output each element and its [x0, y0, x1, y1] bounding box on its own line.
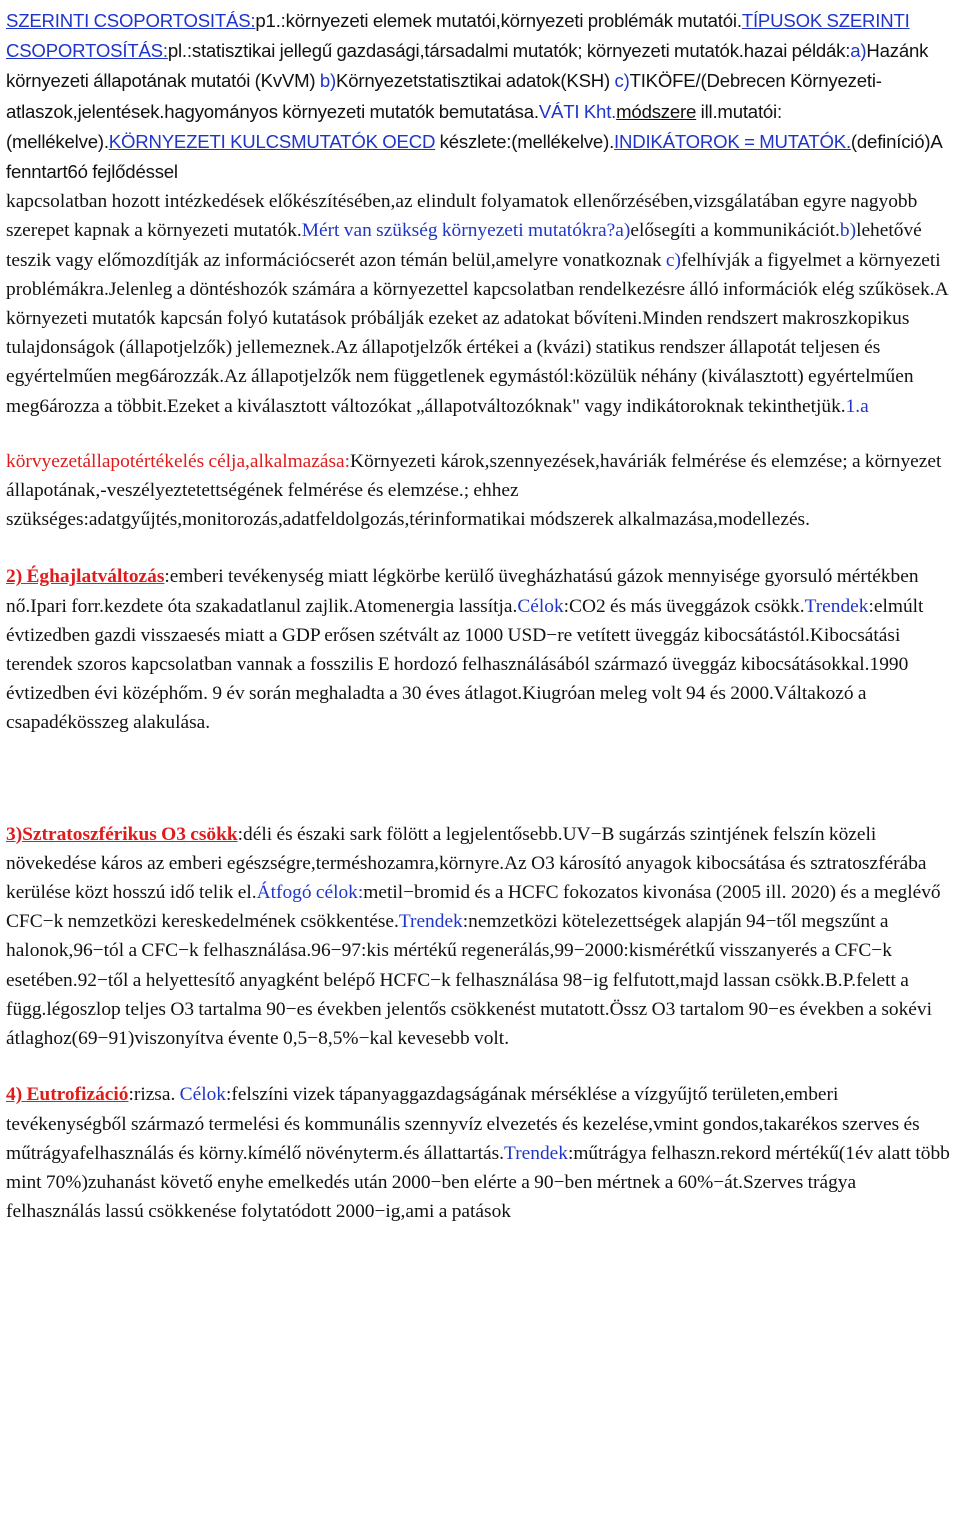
link-indikatorok[interactable]: INDIKÁTOROK = MUTATÓK.	[614, 130, 851, 152]
label-trendek: Trendek	[804, 595, 869, 617]
label-b: b)	[839, 220, 857, 242]
label-trendek: Trendek	[398, 911, 463, 933]
link-modszere[interactable]: módszere	[616, 100, 697, 122]
heading-ozone-depletion: 3)Sztratoszférikus O3 csökk	[6, 823, 238, 845]
text-segment: Környezetstatisztikai adatok(KSH)	[336, 70, 615, 92]
text-segment: :nemzetközi kötelezettségek alapján 94−től megszűnt a halonok,96−tól a CFC−k felhasználása.96−97:kis mértékű regenerálás,99−2000:kismérétkű visszanyerés a CFC−k esetében.92−től a helyettesítő anyagként belépő HCFC−k felhasználása 98−ig felfutott,majd lassan csökk.B.P.felett a függ.légoszlop teljes O3 tartalma 90−es években jelentős csökkenést mutatott.Össz O3 tartalom 90−es években a sokévi átlaghoz(69−91)viszonyítva évente 0,5−8,5%−kal kevesebb volt.	[6, 911, 932, 1050]
label-c: c)	[665, 249, 681, 271]
paragraph-indicator-groupings	[6, 6, 954, 187]
text-segment: készlete:(mellékelve).	[435, 130, 615, 152]
text-segment: Hazánk környezeti állapotának mutatói (KvVM)	[6, 40, 929, 92]
text-segment: :felszíni vizek tápanyaggazdagságának mérséklése a vízgyűjtő területen,emberi tevékenységből származó termelési és kommunális szennyvíz elvezetés és kezelése,vmint gondos,takarékos szerves és műtrágyafelhasználás és körny.kímélő növényterm.és állattartás.	[6, 1084, 920, 1164]
paragraph-eutrophication	[6, 1080, 954, 1226]
label-atfogo-celok: Átfogó célok:	[256, 882, 364, 904]
heading-eutrophication: 4) Eutrofizáció	[6, 1084, 129, 1106]
text-segment: :műtrágya felhaszn.rekord mértékű(1év alatt több mint 70%)zuhanást követő enyhe emelkedés után 2000−ben elérte a 90−ben mértnek a 60%−át.Szerves trágya felhasználás lassú csökkenése folytatódott 2000−ig,ami a patások	[6, 1142, 950, 1223]
text-segment: :elmúlt évtizedben gazdi visszaesés miatt a GDP erősen szétvált az 1000 USD−re vetített üveggáz kibocsátástól.Kibocsátási terendek szoros kapcsolatban vannak a fosszilis E hordozó felhasználásából származó üveggáz kibocsátásokkal.1990 évtizedben évi középhőm. 9 év során meghaladta a 30 éves átlagot.Kiugróan meleg volt 94 és 2000.Váltakozó a csapadékösszeg alakulása.	[6, 595, 924, 734]
text-segment: ill.mutatói:(mellékelve).	[6, 100, 782, 152]
label-celok: Célok	[179, 1084, 226, 1106]
label-celok: Célok	[517, 595, 564, 617]
label-a: a)	[615, 220, 631, 242]
text-segment: lehetővé teszik vagy előmozdítják az információcserét azon témán belül,amelyre vonatkoznak	[6, 220, 922, 271]
label-c: c)	[614, 70, 630, 92]
text-segment: (definíció)A fenntart6ó fejlődéssel	[6, 130, 942, 183]
label-b: b)	[319, 70, 337, 92]
paragraph-assessment-goal	[6, 447, 954, 535]
paragraph-climate-change	[6, 562, 954, 737]
section-number-1a: 1.a	[845, 395, 869, 417]
text-segment: metil−bromid és a HCFC fokozatos kivonása (2005 ill. 2020) és a meglévő CFC−k nemzetközi kereskedelmének csökkentése.	[6, 882, 941, 933]
label-trendek: Trendek	[504, 1142, 568, 1164]
link-kornyezeti-kulcsmutatok[interactable]: KÖRNYEZETI KULCSMUTATÓK OECD	[108, 130, 436, 152]
question-why-indicators: Mért van szükség környezeti mutatókra?	[301, 220, 616, 242]
paragraph-ozone-depletion	[6, 820, 954, 1054]
link-vati-kht[interactable]: VÁTI Kht.	[538, 100, 617, 122]
text-segment: :CO2 és más üveggázok csökk.	[563, 595, 805, 617]
link-tipusok-szerinti-csoportositas[interactable]: TÍPUSOK SZERINTI CSOPORTOSÍTÁS:	[6, 10, 910, 62]
text-segment: kapcsolatban hozott intézkedések előkészítésében,az elindult folyamatok ellenőrzésében,vizsgálatában egyre nagyobb szerepet kapnak a környezeti mutatók.	[6, 191, 918, 242]
text-segment: :rizsa.	[128, 1084, 180, 1106]
text-segment: TIKÖFE/(Debrecen Környezeti-atlaszok,jelentések.hagyományos környezeti mutatók bemutatása.	[6, 70, 882, 122]
text-segment: :emberi tevékenység miatt légkörbe kerülő üvegházhatású gázok mennyisége gyorsuló mértékben nő.Ipari forr.kezdete óta szakadatlanul zajlik.Atomenergia lassítja.	[6, 566, 919, 617]
text-segment: Környezeti károk,szennyezések,haváriák felmérése és elemzése; a környezet állapotának,-veszélyeztetettségének felmérése és elemzése.; ehhez szükséges:adatgyűjtés,monitorozás,adatfeldolgozás,térinformatikai módszerek alkalmazása,modellezés.	[6, 450, 942, 531]
heading-climate-change: 2) Éghajlatváltozás	[6, 566, 165, 588]
document-page	[6, 6, 954, 1226]
text-segment: :déli és északi sark fölött a legjelentősebb.UV−B sugárzás szintjének felszín közeli növekedése káros az emberi egészségre,terméshozamra,környre.Az O3 károsító anyagok kibocsátása és sztratoszférába kerülése közt hosszú idő telik el.	[6, 823, 927, 904]
text-segment: elősegíti a kommunikációt.	[630, 220, 840, 242]
label-a: a)	[850, 40, 867, 62]
heading-assessment-goal: körvyezetállapotértékelés célja,alkalmazása:	[6, 450, 351, 472]
text-segment: p1.:környezeti elemek mutatói,környezeti problémák mutatói.	[255, 10, 742, 31]
link-szerinti-csoportositas[interactable]: SZERINTI CSOPORTOSITÁS:	[6, 10, 256, 31]
text-segment: felhívják a figyelmet a környezeti problémákra.Jelenleg a döntéshozók számára a környezettel kapcsolatban rendelkezésre álló információk elég szűkösek.A környezeti mutatók kapcsán folyó kutatások próbálják ezeket az adatokat bővíteni.Minden rendszert makroszkopikus tulajdonságok (állapotjelzők) jellemeznek.Az állapotjelzők értékei a (kvázi) statikus rendszer állapotát teljesen és egyértelműen meg6ározzák.Az állapotjelzők nem függetlenek egymástól:közülük néhány (kiválasztott) egyértelműen meg6ározza a többit.Ezeket a kiválasztott változókat „állapotváltozóknak" vagy indikátoroknak tekinthetjük.	[6, 249, 948, 417]
paragraph-indicators-need	[6, 187, 954, 421]
text-segment: pl.:statisztikai jellegű gazdasági,társadalmi mutatók; környezeti mutatók.hazai példák:	[167, 40, 851, 62]
